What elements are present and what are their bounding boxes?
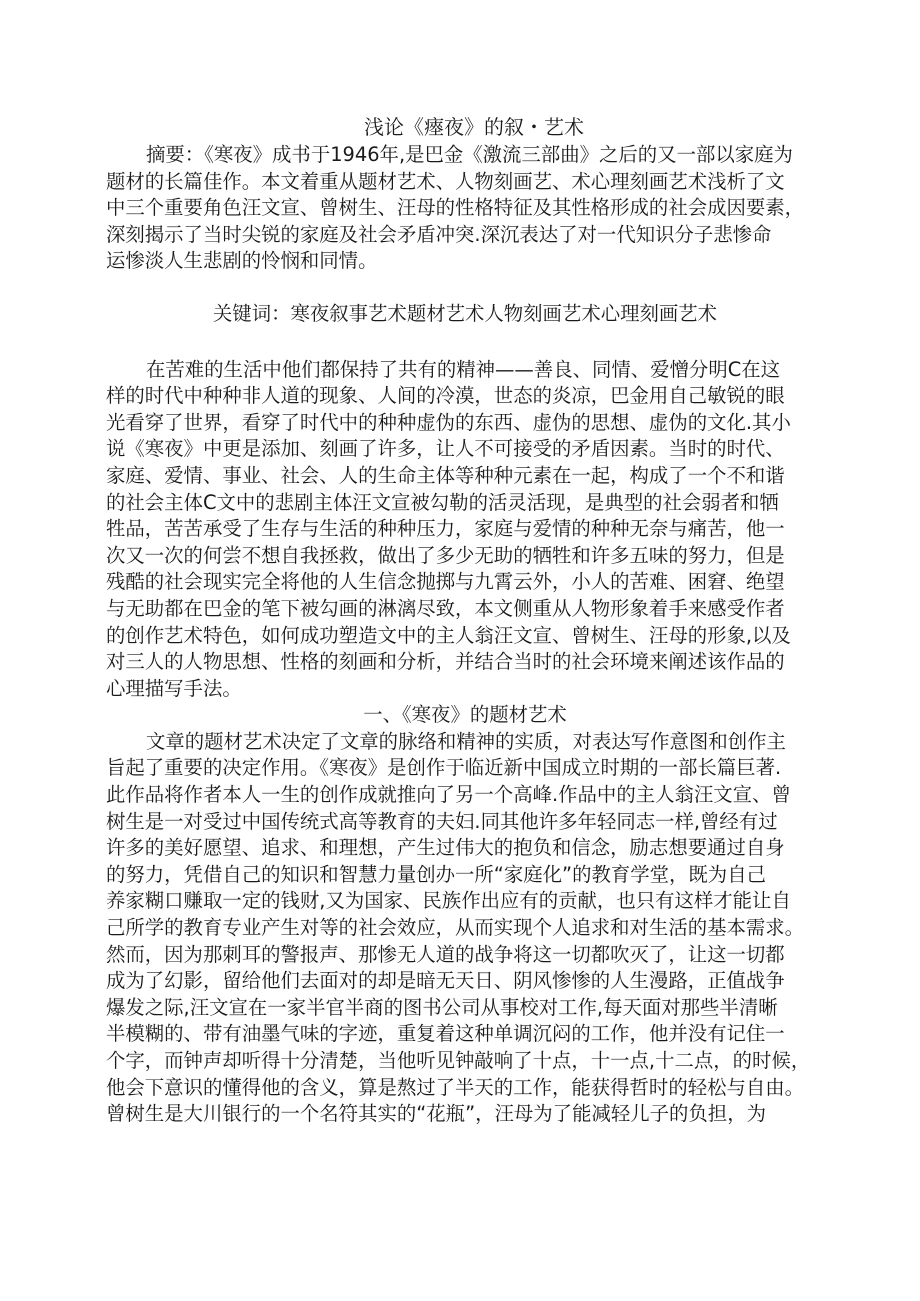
section-line: 的努力，凭借自己的知识和智慧力量创办一所“家庭化”的教育学堂，既为自己 <box>106 862 766 886</box>
intro-line: 牲品，苦苦承受了生存与生活的种种压力，家庭与爱情的种种无奈与痛苦，他一 <box>106 517 785 541</box>
intro-paragraph <box>106 357 824 703</box>
intro-line: 样的时代中种种非人道的现象、人间的冷漠，世态的炎凉，巴金用自己敏锐的眼 <box>106 384 785 408</box>
abstract-line: 摘要：《寒夜》成书于1946年,是巴金《激流三部曲》之后的又一部以家庭为 <box>146 143 793 166</box>
section-line: 树生是一对受过中国传统式高等教育的夫妇.同其他许多年轻同志一样,曾经有过 <box>106 809 778 833</box>
spacer <box>106 328 824 357</box>
abstract-line: 深刻揭示了当时尖锐的家庭及社会矛盾冲突.深沉表达了对一代知识分子悲惨命 <box>106 222 772 246</box>
intro-line: 的社会主体C文中的悲剧主体汪文宣被勾勒的活灵活现，是典型的社会弱者和牺 <box>106 490 779 514</box>
section-line: 然而，因为那刺耳的警报声、那惨无人道的战争将这一切都吹灭了，让这一切都 <box>106 942 785 966</box>
intro-line: 的创作艺术特色，如何成功塑造文中的主人翁汪文宣、曾树生、汪母的形象,以及 <box>106 623 791 647</box>
section-heading: 一、《寒夜》的题材艺术 <box>363 703 567 727</box>
section-line: 养家糊口赚取一定的钱财,又为国家、民族作出应有的贡献，也只有这样才能让自 <box>106 889 791 913</box>
keywords: 关键词：寒夜叙事艺术题材艺术人物刻画艺术心理刻画艺术 <box>212 301 718 325</box>
section-line: 旨起了重要的决定作用。《寒夜》是创作于临近新中国成立时期的一部长篇巨著. <box>106 756 782 780</box>
intro-line: 家庭、爱情、事业、社会、人的生命主体等种种元素在一起，构成了一个不和谐 <box>106 463 785 487</box>
abstract-line: 题材的长篇佳作。本文着重从题材艺术、人物刻画艺、术心理刻画艺术浅析了文 <box>106 169 785 193</box>
abstract-line: 运惨淡人生悲剧的怜悯和同情。 <box>106 249 378 273</box>
intro-line: 残酷的社会现实完全将他的人生信念抛掷与九霄云外，小人的苦难、困窘、绝望 <box>106 570 785 594</box>
abstract-line: 中三个重要角色汪文宣、曾树生、汪母的性格特征及其性格形成的社会成因要素， <box>106 196 805 220</box>
spacer <box>106 275 824 301</box>
intro-line: 心理描写手法。 <box>106 676 242 700</box>
intro-line: 在苦难的生活中他们都保持了共有的精神——善良、同情、爱憎分明C在这 <box>146 357 781 381</box>
section-line: 此作品将作者本人一生的创作成就推向了另一个高峰.作品中的主人翁汪文宣、曾 <box>106 783 791 807</box>
abstract <box>106 142 824 275</box>
section-line: 文章的题材艺术决定了文章的脉络和精神的实质，对表达写作意图和创作主 <box>146 729 786 753</box>
intro-line: 次又一次的何尝不想自我拯救，做出了多少无助的牺牲和许多五味的努力，但是 <box>106 543 785 567</box>
intro-line: 光看穿了世界，看穿了时代中的种种虚伪的东西、虚伪的思想、虚伪的文化.其小 <box>106 410 791 434</box>
section-line: 曾树生是大川银行的一个名符其实的“花瓶”，汪母为了能减轻儿子的负担，为 <box>106 1102 766 1126</box>
intro-line: 与无助都在巴金的笔下被勾画的淋漓尽致，本文侧重从人物形象着手来感受作者 <box>106 596 785 620</box>
intro-line: 说《寒夜》中更是添加、刻画了许多，让人不可接受的矛盾因素。当时的时代、 <box>106 437 785 461</box>
section-line: 许多的美好愿望、追求、和理想，产生过伟大的抱负和信念，励志想要通过自身 <box>106 836 785 860</box>
section-line: 他会下意识的懂得他的含义，算是熬过了半天的工作，能获得哲时的轻松与自由。 <box>106 1075 805 1099</box>
section-line: 爆发之际,汪文宣在一家半官半商的图书公司从事校对工作,每天面对那些半清晰 <box>106 995 778 1019</box>
section-line: 个字，而钟声却听得十分清楚，当他听见钟敲响了十点，十一点,十二点，的时候， <box>106 1049 811 1072</box>
section-paragraph <box>106 729 824 1128</box>
intro-line: 对三人的人物思想、性格的刻画和分析，并结合当时的社会环境来阐述该作品的 <box>106 650 785 674</box>
section-line: 己所学的教育专业产生对等的社会效应，从而实现个人追求和对生活的基本需求。 <box>106 916 805 940</box>
document-title: 浅论《瘞夜》的叙・艺术 <box>364 115 584 139</box>
section-line: 成为了幻影，留给他们去面对的却是暗无天日、阴风惨惨的人生漫路，正值战争 <box>106 969 785 993</box>
document-page <box>106 112 824 1128</box>
section-line: 半模糊的、带有油墨气味的字迹，重复着这种单调沉闷的工作，他并没有记住一 <box>106 1022 785 1046</box>
